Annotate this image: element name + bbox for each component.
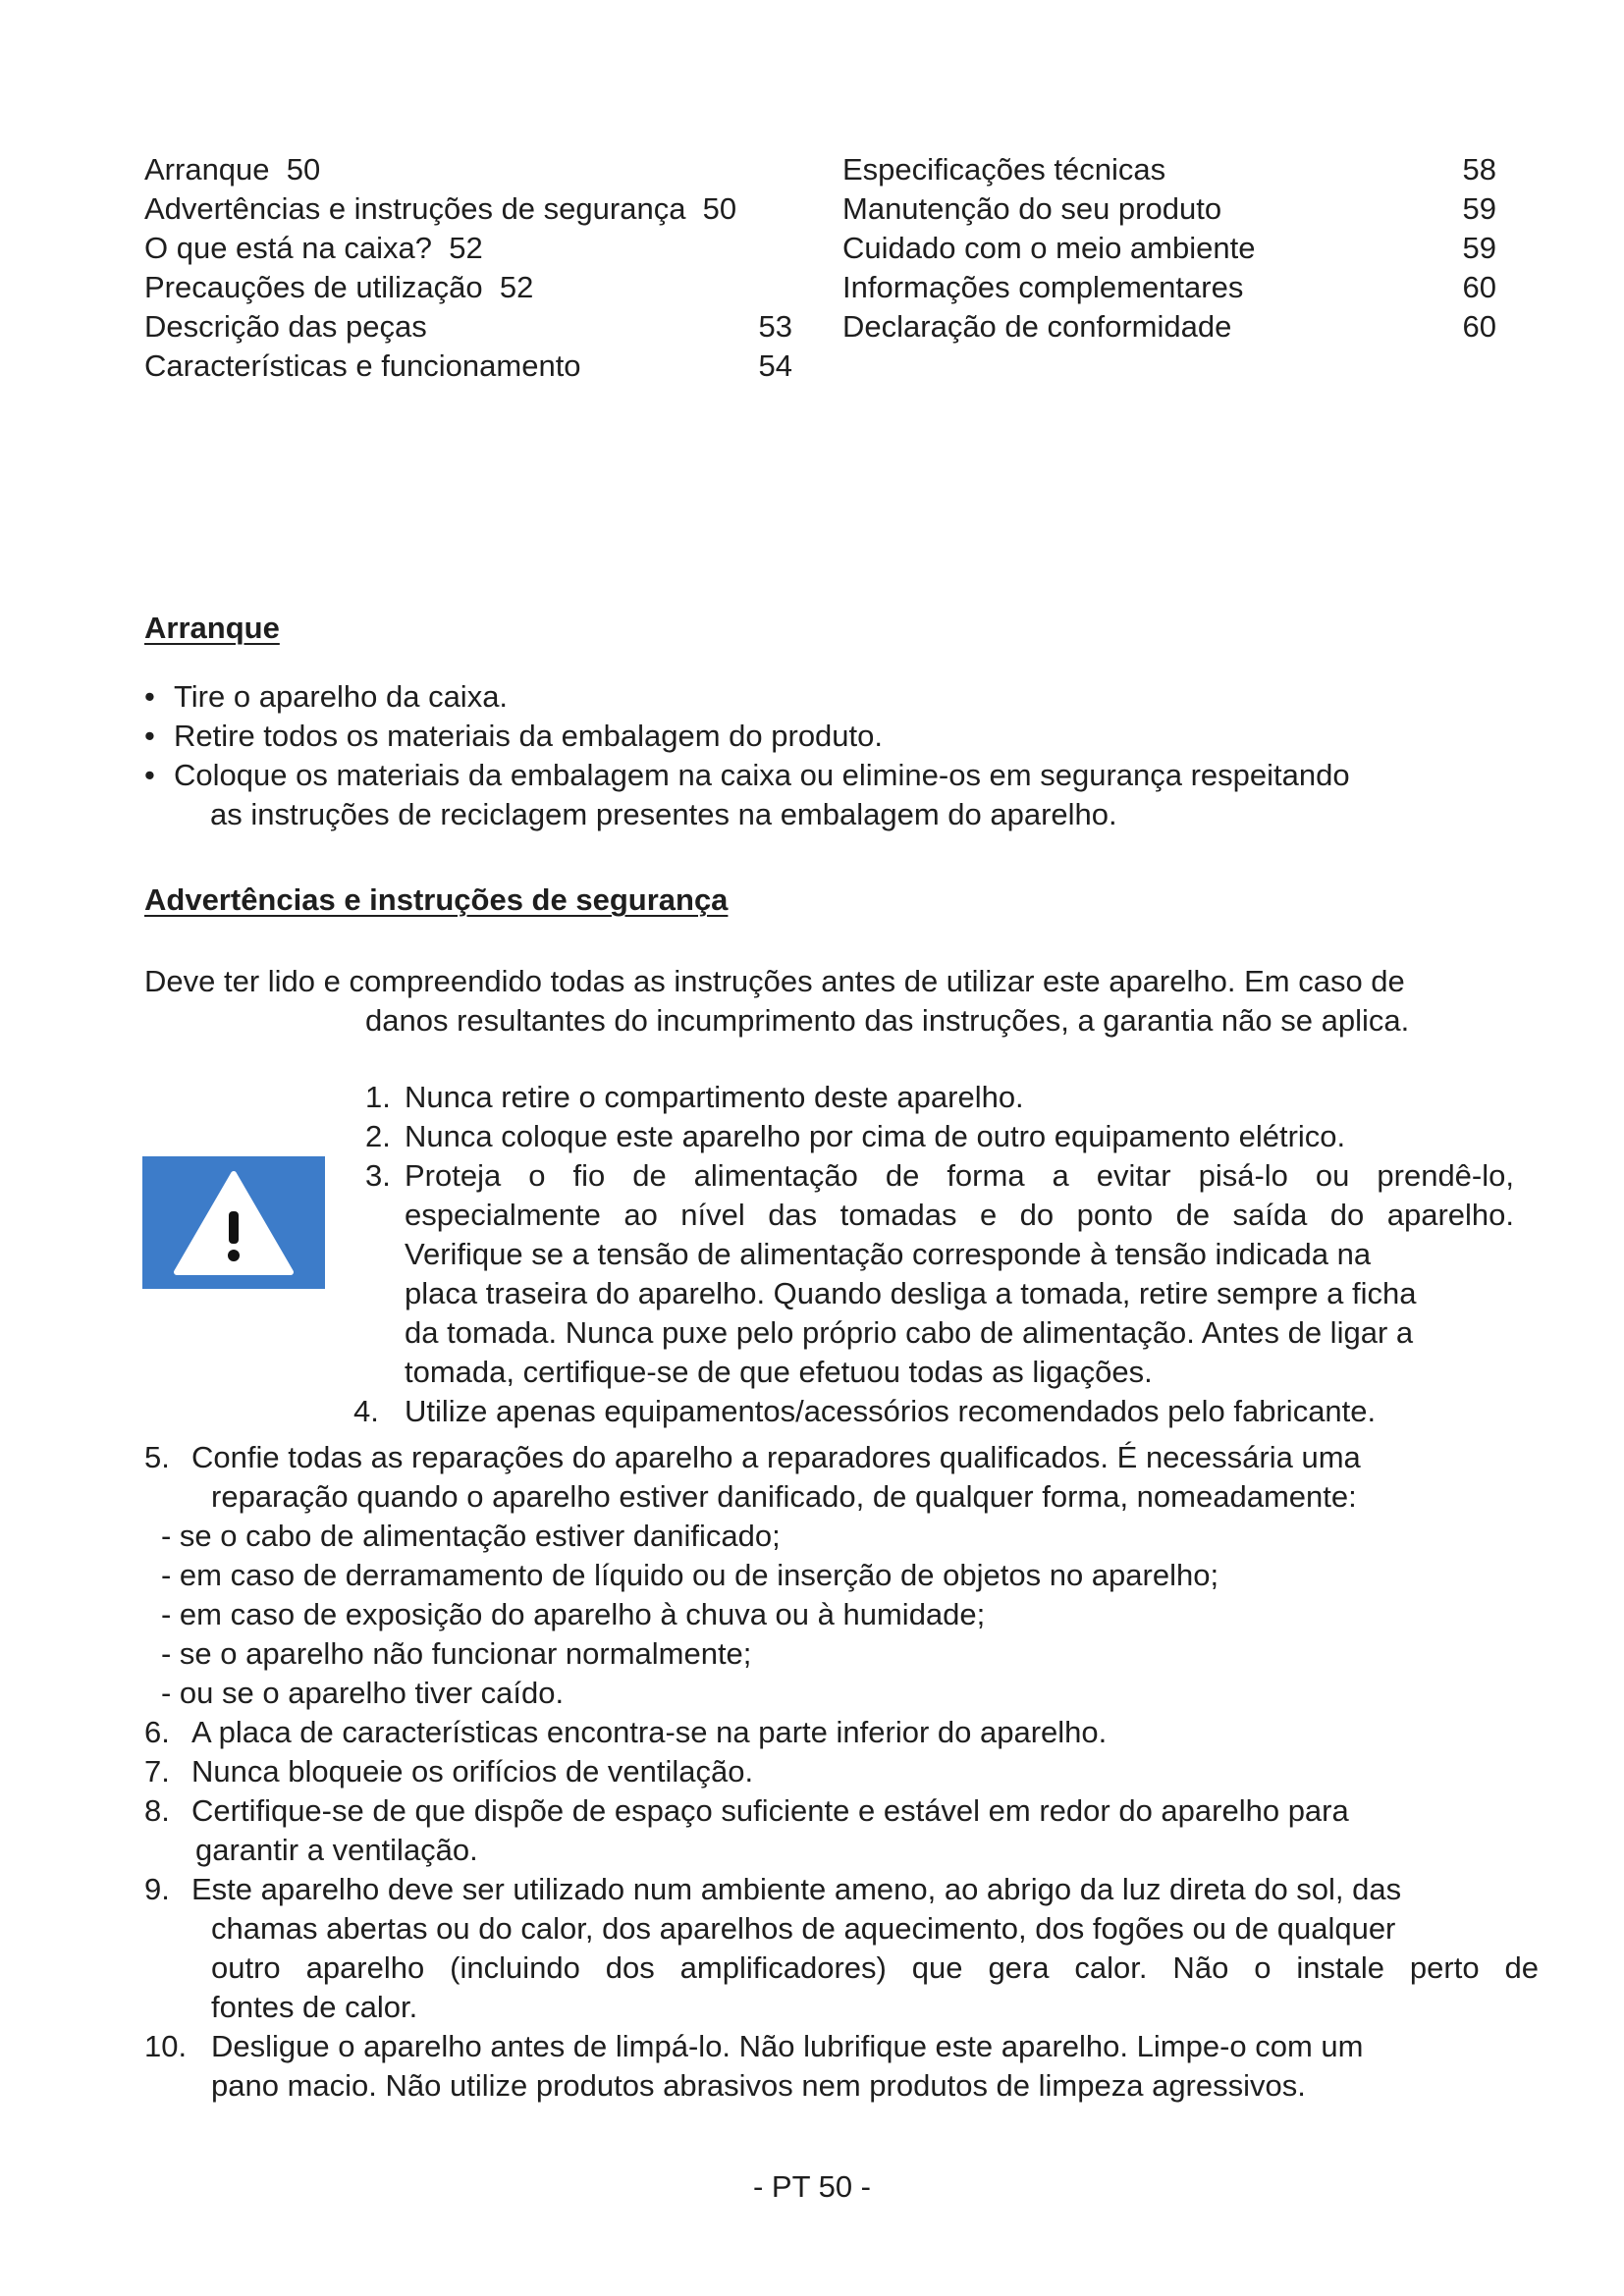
warning-triangle-icon (142, 1156, 325, 1289)
safety-intro (144, 962, 1539, 1041)
toc-entry-title: O que está na caixa? (144, 231, 432, 265)
section-heading-arranque: Arranque (144, 611, 280, 645)
page-number: - PT 50 - (752, 2169, 872, 2204)
list-item (144, 1438, 1539, 1517)
sub-list-item: - em caso de derramamento de líquido ou de inserção de objetos no aparelho; (161, 1558, 1219, 1592)
list-item-continuation: as instruções de reciclagem presentes na embalagem do aparelho. (210, 797, 1117, 831)
toc-entry-title: Precauções de utilização (144, 270, 483, 304)
list-item-text: tomada, certifique-se de que efetuou todas as ligações. (405, 1355, 1153, 1389)
toc-entry-title: Características e funcionamento (144, 348, 581, 383)
toc-entry[interactable] (144, 268, 792, 307)
list-item (144, 1752, 1539, 1791)
toc-entry-page: 52 (499, 270, 534, 304)
list-item-text: Coloque os materiais da embalagem na caixa ou elimine-os em segurança respeitando (174, 758, 1350, 792)
toc-entry-title: Informações complementares (842, 270, 1244, 304)
intro-line: danos resultantes do incumprimento das instruções, a garantia não se aplica. (365, 1003, 1410, 1038)
list-item-text: Utilize apenas equipamentos/acessórios recomendados pelo fabricante. (405, 1394, 1377, 1428)
list-number: 10. (144, 2029, 188, 2063)
list-number: 7. (144, 1754, 170, 1789)
toc-entry[interactable] (842, 150, 1496, 189)
list-item-text: especialmente ao nível das tomadas e do ponto de saída do aparelho. (405, 1198, 1514, 1232)
list-item-text: Tire o aparelho da caixa. (174, 679, 509, 714)
toc-entry-page: 50 (702, 191, 737, 226)
toc-entry-page: 59 (1462, 231, 1496, 265)
intro-line: Deve ter lido e compreendido todas as instruções antes de utilizar este aparelho. Em caso de (144, 964, 1405, 998)
list-item-text: Verifique se a tensão de alimentação corresponde à tensão indicada na (405, 1237, 1372, 1271)
toc-entry-title: Descrição das peças (144, 309, 427, 344)
toc-entry-page: 60 (1462, 270, 1496, 304)
list-item-text: pano macio. Não utilize produtos abrasivos nem produtos de limpeza agressivos. (211, 2068, 1306, 2103)
list-item (144, 1791, 1539, 1870)
toc-entry[interactable] (842, 268, 1496, 307)
sub-list-item: - se o cabo de alimentação estiver danificado; (161, 1519, 781, 1553)
list-item-text: da tomada. Nunca puxe pelo próprio cabo de alimentação. Antes de ligar a (405, 1315, 1414, 1350)
sub-list-item: - ou se o aparelho tiver caído. (161, 1676, 565, 1710)
bullet-list (144, 677, 1519, 834)
toc-entry-title: Advertências e instruções de segurança (144, 191, 686, 226)
toc-entry[interactable] (842, 189, 1496, 229)
safety-list-lower (144, 1438, 1539, 2106)
list-number: 3. (365, 1158, 391, 1193)
toc-entry-page: 53 (758, 309, 792, 344)
list-item-text: Nunca coloque este aparelho por cima de outro equipamento elétrico. (405, 1119, 1346, 1153)
list-item-text: chamas abertas ou do calor, dos aparelhos de aquecimento, dos fogões ou de qualquer (211, 1911, 1396, 1946)
safety-list-upper (353, 1078, 1514, 1431)
list-item-text: Nunca bloqueie os orifícios de ventilação. (191, 1754, 754, 1789)
list-item-text: Desligue o aparelho antes de limpá-lo. Não lubrifique este aparelho. Limpe-o com um (211, 2029, 1364, 2063)
list-number: 6. (144, 1715, 170, 1749)
toc-entry-page: 58 (1462, 152, 1496, 187)
section-heading-safety: Advertências e instruções de segurança (144, 882, 729, 917)
bullet-icon: • (144, 758, 155, 792)
toc-entry-page: 52 (449, 231, 483, 265)
list-item (144, 717, 1519, 756)
list-number: 9. (144, 1872, 170, 1906)
toc-entry[interactable] (144, 307, 792, 347)
toc-entry-page: 59 (1462, 191, 1496, 226)
list-item-text: placa traseira do aparelho. Quando desliga a tomada, retire sempre a ficha (405, 1276, 1417, 1310)
list-item (353, 1392, 1514, 1431)
list-item (144, 2027, 1539, 2106)
sub-list-item: - em caso de exposição do aparelho à chuva ou à humidade; (161, 1597, 986, 1631)
list-item-text: Certifique-se de que dispõe de espaço suficiente e estável em redor do aparelho para (191, 1793, 1349, 1828)
list-item-text: A placa de características encontra-se na parte inferior do aparelho. (191, 1715, 1108, 1749)
list-item (365, 1117, 1514, 1156)
toc-entry[interactable] (144, 150, 792, 189)
list-number: 5. (144, 1440, 170, 1474)
list-item-text: Nunca retire o compartimento deste aparelho. (405, 1080, 1024, 1114)
toc-entry[interactable] (842, 229, 1496, 268)
toc-right-column (842, 150, 1496, 347)
toc-entry[interactable] (144, 189, 792, 229)
list-number: 1. (365, 1080, 391, 1114)
list-number: 8. (144, 1793, 170, 1828)
toc-entry-page: 50 (286, 152, 321, 187)
list-item-text: Proteja o fio de alimentação de forma a evitar pisá-lo ou prendê-lo, (405, 1158, 1514, 1193)
bullet-icon: • (144, 679, 155, 714)
toc-entry[interactable] (144, 347, 792, 386)
list-item (144, 756, 1519, 834)
toc-entry[interactable] (842, 307, 1496, 347)
list-item-text: reparação quando o aparelho estiver danificado, de qualquer forma, nomeadamente: (211, 1479, 1357, 1514)
list-item-text: garantir a ventilação. (195, 1833, 478, 1867)
list-item-text: outro aparelho (incluindo dos amplificadores) que gera calor. Não o instale perto de (211, 1950, 1539, 1985)
bullet-icon: • (144, 719, 155, 753)
list-item-text: fontes de calor. (211, 1990, 418, 2024)
list-item-text: Retire todos os materiais da embalagem do produto. (174, 719, 884, 753)
toc-entry-title: Especificações técnicas (842, 152, 1166, 187)
list-item (144, 1870, 1539, 2027)
toc-entry-title: Manutenção do seu produto (842, 191, 1222, 226)
sub-list-item: - se o aparelho não funcionar normalmente; (161, 1636, 752, 1671)
toc-entry-title: Cuidado com o meio ambiente (842, 231, 1256, 265)
list-item (365, 1156, 1514, 1392)
toc-entry-title: Declaração de conformidade (842, 309, 1232, 344)
toc-entry-page: 60 (1462, 309, 1496, 344)
toc-left-column (144, 150, 792, 386)
toc-entry[interactable] (144, 229, 792, 268)
list-item (144, 677, 1519, 717)
list-item (365, 1078, 1514, 1117)
toc-entry-title: Arranque (144, 152, 270, 187)
list-number: 4. (353, 1394, 379, 1428)
list-item (144, 1713, 1539, 1752)
list-item-text: Este aparelho deve ser utilizado num ambiente ameno, ao abrigo da luz direta do sol, das (191, 1872, 1402, 1906)
list-item-text: Confie todas as reparações do aparelho a reparadores qualificados. É necessária uma (191, 1440, 1361, 1474)
toc-entry-page: 54 (758, 348, 792, 383)
list-number: 2. (365, 1119, 391, 1153)
